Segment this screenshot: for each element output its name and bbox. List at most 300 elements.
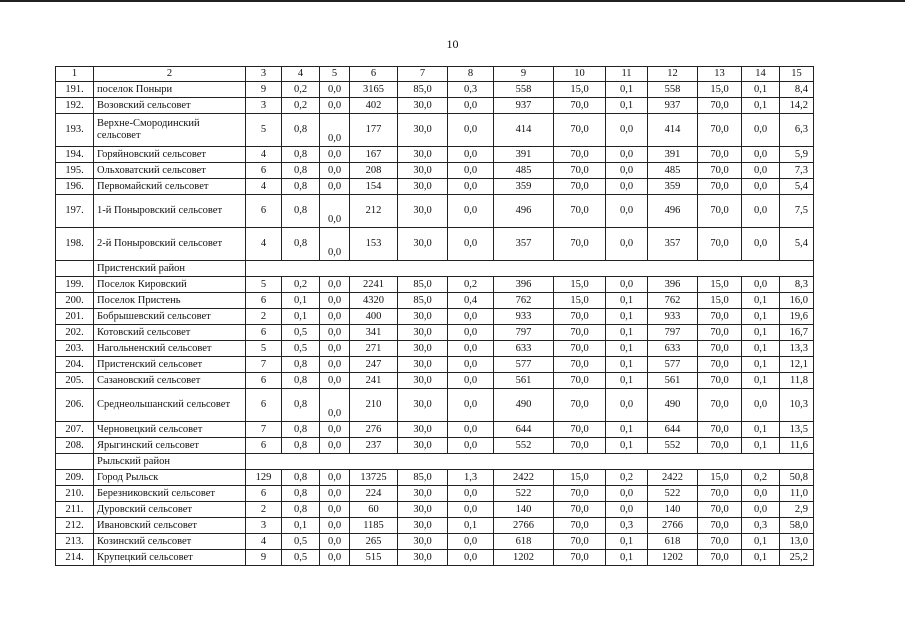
section-title: Рыльский район	[94, 454, 246, 470]
table-row	[56, 438, 814, 454]
cell-col-10: 70,0	[554, 502, 606, 518]
cell-col-14: 0,0	[742, 486, 780, 502]
cell-col-13: 70,0	[698, 438, 742, 454]
row-number: 191.	[56, 82, 94, 98]
cell-col-12: 140	[648, 502, 698, 518]
cell-col-6: 167	[350, 147, 398, 163]
row-number: 193.	[56, 114, 94, 147]
cell-col-5: 0,0	[320, 114, 350, 147]
cell-col-13: 70,0	[698, 518, 742, 534]
table-row	[56, 470, 814, 486]
cell-col-4: 0,8	[282, 147, 320, 163]
cell-col-11: 0,1	[606, 373, 648, 389]
cell-col-13: 70,0	[698, 550, 742, 566]
cell-col-6: 3165	[350, 82, 398, 98]
cell-col-6: 341	[350, 325, 398, 341]
cell-col-11: 0,2	[606, 470, 648, 486]
cell-col-13: 15,0	[698, 277, 742, 293]
cell-col-6: 177	[350, 114, 398, 147]
cell-col-8: 0,0	[448, 309, 494, 325]
table-row	[56, 163, 814, 179]
cell-col-11: 0,1	[606, 422, 648, 438]
cell-col-6: 154	[350, 179, 398, 195]
cell-col-9: 552	[494, 438, 554, 454]
cell-col-5: 0,0	[320, 341, 350, 357]
cell-col-14: 0,1	[742, 325, 780, 341]
column-header-7: 7	[398, 67, 448, 82]
cell-col-4: 0,5	[282, 550, 320, 566]
cell-col-12: 357	[648, 228, 698, 261]
column-header-11: 11	[606, 67, 648, 82]
settlement-name: Ярыгинский сельсовет	[94, 438, 246, 454]
cell-col-10: 70,0	[554, 98, 606, 114]
settlement-name: Среднеольшанский сельсовет	[94, 389, 246, 422]
cell-col-14: 0,1	[742, 309, 780, 325]
cell-col-13: 15,0	[698, 470, 742, 486]
cell-col-4: 0,8	[282, 373, 320, 389]
cell-col-5: 0,0	[320, 82, 350, 98]
cell-col-8: 0,0	[448, 325, 494, 341]
cell-col-12: 558	[648, 82, 698, 98]
column-header-3: 3	[246, 67, 282, 82]
cell-col-11: 0,3	[606, 518, 648, 534]
cell-col-5: 0,0	[320, 534, 350, 550]
cell-col-13: 70,0	[698, 163, 742, 179]
cell-col-11: 0,1	[606, 309, 648, 325]
table-row	[56, 389, 814, 422]
settlement-name: Котовский сельсовет	[94, 325, 246, 341]
cell-col-4: 0,8	[282, 357, 320, 373]
cell-col-8: 0,4	[448, 293, 494, 309]
cell-col-9: 485	[494, 163, 554, 179]
cell-col-13: 70,0	[698, 309, 742, 325]
cell-col-8: 0,1	[448, 518, 494, 534]
settlement-name: Бобрышевский сельсовет	[94, 309, 246, 325]
cell-col-6: 60	[350, 502, 398, 518]
cell-col-7: 30,0	[398, 422, 448, 438]
settlement-name: Возовский сельсовет	[94, 98, 246, 114]
table-row	[56, 550, 814, 566]
section-row	[56, 454, 814, 470]
cell-col-12: 485	[648, 163, 698, 179]
top-border-line	[0, 0, 905, 2]
cell-col-3: 5	[246, 341, 282, 357]
cell-col-6: 2241	[350, 277, 398, 293]
cell-col-15: 16,0	[780, 293, 814, 309]
cell-col-8: 0,0	[448, 228, 494, 261]
header-row	[56, 67, 814, 82]
row-number: 201.	[56, 309, 94, 325]
cell-col-14: 0,0	[742, 277, 780, 293]
settlement-name: Черновецкий сельсовет	[94, 422, 246, 438]
row-number: 194.	[56, 147, 94, 163]
cell-col-9: 762	[494, 293, 554, 309]
cell-col-9: 933	[494, 309, 554, 325]
cell-col-12: 577	[648, 357, 698, 373]
cell-col-5: 0,0	[320, 309, 350, 325]
cell-col-13: 15,0	[698, 82, 742, 98]
settlement-name: Крупецкий сельсовет	[94, 550, 246, 566]
cell-col-7: 30,0	[398, 438, 448, 454]
cell-col-7: 85,0	[398, 470, 448, 486]
settlement-name: Горяйновский сельсовет	[94, 147, 246, 163]
cell-col-3: 4	[246, 147, 282, 163]
cell-col-3: 6	[246, 293, 282, 309]
table-row	[56, 114, 814, 147]
cell-col-13: 70,0	[698, 389, 742, 422]
cell-col-6: 1185	[350, 518, 398, 534]
cell-col-11: 0,1	[606, 325, 648, 341]
cell-col-12: 797	[648, 325, 698, 341]
section-blank-span	[246, 454, 814, 470]
row-number: 213.	[56, 534, 94, 550]
table-row	[56, 82, 814, 98]
cell-col-15: 5,9	[780, 147, 814, 163]
cell-col-9: 140	[494, 502, 554, 518]
cell-col-15: 14,2	[780, 98, 814, 114]
cell-col-15: 58,0	[780, 518, 814, 534]
cell-col-7: 30,0	[398, 325, 448, 341]
cell-col-6: 224	[350, 486, 398, 502]
cell-col-5: 0,0	[320, 325, 350, 341]
table-row	[56, 195, 814, 228]
cell-col-6: 247	[350, 357, 398, 373]
cell-col-12: 391	[648, 147, 698, 163]
cell-col-6: 515	[350, 550, 398, 566]
cell-col-12: 933	[648, 309, 698, 325]
cell-col-10: 70,0	[554, 534, 606, 550]
cell-col-12: 618	[648, 534, 698, 550]
cell-col-14: 0,0	[742, 114, 780, 147]
cell-col-7: 30,0	[398, 228, 448, 261]
row-number: 209.	[56, 470, 94, 486]
cell-col-8: 0,0	[448, 357, 494, 373]
cell-col-5: 0,0	[320, 357, 350, 373]
cell-col-9: 522	[494, 486, 554, 502]
table-row	[56, 422, 814, 438]
settlement-name: 2-й Поныровский сельсовет	[94, 228, 246, 261]
row-number: 208.	[56, 438, 94, 454]
cell-col-12: 522	[648, 486, 698, 502]
cell-col-8: 0,0	[448, 341, 494, 357]
row-number: 207.	[56, 422, 94, 438]
row-number: 199.	[56, 277, 94, 293]
cell-col-7: 30,0	[398, 195, 448, 228]
row-number: 196.	[56, 179, 94, 195]
cell-col-10: 70,0	[554, 357, 606, 373]
settlement-name: Сазановский сельсовет	[94, 373, 246, 389]
column-header-14: 14	[742, 67, 780, 82]
cell-col-10: 70,0	[554, 486, 606, 502]
cell-col-9: 357	[494, 228, 554, 261]
cell-col-13: 70,0	[698, 373, 742, 389]
settlement-name: Поселок Пристень	[94, 293, 246, 309]
cell-col-7: 85,0	[398, 277, 448, 293]
cell-col-3: 6	[246, 438, 282, 454]
cell-col-9: 618	[494, 534, 554, 550]
cell-col-4: 0,8	[282, 228, 320, 261]
row-number: 210.	[56, 486, 94, 502]
cell-col-10: 15,0	[554, 470, 606, 486]
settlement-name: Березниковский сельсовет	[94, 486, 246, 502]
cell-col-9: 490	[494, 389, 554, 422]
cell-col-15: 13,5	[780, 422, 814, 438]
cell-col-11: 0,1	[606, 82, 648, 98]
column-header-4: 4	[282, 67, 320, 82]
cell-col-4: 0,8	[282, 179, 320, 195]
cell-col-13: 70,0	[698, 325, 742, 341]
cell-col-5: 0,0	[320, 389, 350, 422]
column-header-10: 10	[554, 67, 606, 82]
cell-col-3: 3	[246, 518, 282, 534]
cell-col-5: 0,0	[320, 147, 350, 163]
cell-col-3: 5	[246, 114, 282, 147]
cell-col-11: 0,0	[606, 486, 648, 502]
cell-col-10: 70,0	[554, 228, 606, 261]
cell-col-12: 2766	[648, 518, 698, 534]
cell-col-8: 0,0	[448, 373, 494, 389]
cell-col-4: 0,2	[282, 98, 320, 114]
cell-col-15: 11,6	[780, 438, 814, 454]
row-number: 204.	[56, 357, 94, 373]
cell-col-10: 70,0	[554, 325, 606, 341]
cell-col-12: 762	[648, 293, 698, 309]
cell-col-9: 396	[494, 277, 554, 293]
cell-col-13: 70,0	[698, 502, 742, 518]
cell-col-5: 0,0	[320, 550, 350, 566]
cell-col-8: 0,0	[448, 502, 494, 518]
settlement-name: Пристенский сельсовет	[94, 357, 246, 373]
cell-col-14: 0,1	[742, 534, 780, 550]
cell-col-15: 6,3	[780, 114, 814, 147]
settlement-name: Ивановский сельсовет	[94, 518, 246, 534]
cell-col-9: 1202	[494, 550, 554, 566]
cell-col-13: 70,0	[698, 179, 742, 195]
cell-col-8: 1,3	[448, 470, 494, 486]
cell-col-4: 0,2	[282, 82, 320, 98]
cell-col-14: 0,1	[742, 373, 780, 389]
table-body	[56, 82, 814, 566]
cell-col-14: 0,3	[742, 518, 780, 534]
cell-col-9: 2422	[494, 470, 554, 486]
cell-col-6: 13725	[350, 470, 398, 486]
cell-col-10: 70,0	[554, 518, 606, 534]
cell-col-13: 70,0	[698, 341, 742, 357]
table-row	[56, 293, 814, 309]
cell-col-3: 2	[246, 309, 282, 325]
cell-col-5: 0,0	[320, 98, 350, 114]
cell-col-13: 15,0	[698, 293, 742, 309]
cell-col-12: 561	[648, 373, 698, 389]
section-empty-cell	[56, 454, 94, 470]
table-header	[56, 67, 814, 82]
cell-col-6: 241	[350, 373, 398, 389]
cell-col-8: 0,0	[448, 179, 494, 195]
cell-col-10: 70,0	[554, 373, 606, 389]
cell-col-7: 85,0	[398, 293, 448, 309]
cell-col-8: 0,0	[448, 486, 494, 502]
cell-col-3: 7	[246, 357, 282, 373]
cell-col-5: 0,0	[320, 422, 350, 438]
cell-col-8: 0,0	[448, 438, 494, 454]
row-number: 211.	[56, 502, 94, 518]
cell-col-11: 0,0	[606, 179, 648, 195]
cell-col-13: 70,0	[698, 357, 742, 373]
cell-col-15: 13,3	[780, 341, 814, 357]
page-number: 10	[446, 37, 459, 51]
table-row	[56, 534, 814, 550]
cell-col-6: 4320	[350, 293, 398, 309]
cell-col-12: 1202	[648, 550, 698, 566]
cell-col-5: 0,0	[320, 228, 350, 261]
cell-col-6: 237	[350, 438, 398, 454]
cell-col-6: 402	[350, 98, 398, 114]
cell-col-7: 30,0	[398, 147, 448, 163]
cell-col-5: 0,0	[320, 179, 350, 195]
cell-col-8: 0,0	[448, 422, 494, 438]
cell-col-12: 414	[648, 114, 698, 147]
cell-col-9: 633	[494, 341, 554, 357]
cell-col-6: 400	[350, 309, 398, 325]
cell-col-12: 2422	[648, 470, 698, 486]
column-header-1: 1	[56, 67, 94, 82]
cell-col-3: 7	[246, 422, 282, 438]
settlement-name: 1-й Поныровский сельсовет	[94, 195, 246, 228]
section-row	[56, 261, 814, 277]
cell-col-12: 396	[648, 277, 698, 293]
cell-col-13: 70,0	[698, 534, 742, 550]
cell-col-7: 85,0	[398, 82, 448, 98]
cell-col-11: 0,1	[606, 534, 648, 550]
cell-col-4: 0,1	[282, 309, 320, 325]
cell-col-13: 70,0	[698, 195, 742, 228]
cell-col-10: 70,0	[554, 422, 606, 438]
cell-col-5: 0,0	[320, 438, 350, 454]
cell-col-8: 0,0	[448, 534, 494, 550]
cell-col-3: 6	[246, 373, 282, 389]
cell-col-12: 937	[648, 98, 698, 114]
cell-col-5: 0,0	[320, 277, 350, 293]
cell-col-11: 0,0	[606, 114, 648, 147]
cell-col-4: 0,8	[282, 438, 320, 454]
cell-col-7: 30,0	[398, 550, 448, 566]
cell-col-7: 30,0	[398, 534, 448, 550]
table-row	[56, 309, 814, 325]
cell-col-15: 12,1	[780, 357, 814, 373]
cell-col-9: 644	[494, 422, 554, 438]
settlement-name: Ольховатский сельсовет	[94, 163, 246, 179]
cell-col-14: 0,0	[742, 163, 780, 179]
cell-col-4: 0,1	[282, 518, 320, 534]
cell-col-11: 0,1	[606, 357, 648, 373]
cell-col-4: 0,8	[282, 486, 320, 502]
table-row	[56, 518, 814, 534]
cell-col-4: 0,1	[282, 293, 320, 309]
cell-col-8: 0,0	[448, 389, 494, 422]
cell-col-8: 0,2	[448, 277, 494, 293]
section-title: Пристенский район	[94, 261, 246, 277]
cell-col-15: 11,0	[780, 486, 814, 502]
cell-col-7: 30,0	[398, 502, 448, 518]
data-table	[55, 66, 814, 566]
cell-col-15: 25,2	[780, 550, 814, 566]
cell-col-10: 70,0	[554, 114, 606, 147]
cell-col-15: 7,3	[780, 163, 814, 179]
cell-col-14: 0,1	[742, 341, 780, 357]
cell-col-4: 0,2	[282, 277, 320, 293]
cell-col-11: 0,0	[606, 195, 648, 228]
column-header-13: 13	[698, 67, 742, 82]
row-number: 197.	[56, 195, 94, 228]
cell-col-10: 70,0	[554, 309, 606, 325]
cell-col-15: 13,0	[780, 534, 814, 550]
cell-col-11: 0,1	[606, 98, 648, 114]
table-row	[56, 325, 814, 341]
cell-col-8: 0,0	[448, 550, 494, 566]
cell-col-14: 0,2	[742, 470, 780, 486]
row-number: 195.	[56, 163, 94, 179]
cell-col-10: 15,0	[554, 293, 606, 309]
cell-col-6: 271	[350, 341, 398, 357]
cell-col-11: 0,1	[606, 550, 648, 566]
settlement-name: Город Рыльск	[94, 470, 246, 486]
cell-col-15: 11,8	[780, 373, 814, 389]
cell-col-15: 16,7	[780, 325, 814, 341]
settlement-name: Козинский сельсовет	[94, 534, 246, 550]
cell-col-9: 577	[494, 357, 554, 373]
settlement-name: Поселок Кировский	[94, 277, 246, 293]
settlement-name: поселок Поныри	[94, 82, 246, 98]
cell-col-12: 552	[648, 438, 698, 454]
cell-col-15: 7,5	[780, 195, 814, 228]
cell-col-12: 359	[648, 179, 698, 195]
cell-col-14: 0,0	[742, 228, 780, 261]
row-number: 212.	[56, 518, 94, 534]
cell-col-13: 70,0	[698, 114, 742, 147]
cell-col-9: 359	[494, 179, 554, 195]
settlement-name: Дуровский сельсовет	[94, 502, 246, 518]
cell-col-15: 50,8	[780, 470, 814, 486]
cell-col-5: 0,0	[320, 293, 350, 309]
table-row	[56, 373, 814, 389]
cell-col-10: 70,0	[554, 195, 606, 228]
cell-col-15: 5,4	[780, 228, 814, 261]
cell-col-14: 0,0	[742, 179, 780, 195]
cell-col-9: 797	[494, 325, 554, 341]
cell-col-5: 0,0	[320, 486, 350, 502]
cell-col-7: 30,0	[398, 341, 448, 357]
cell-col-7: 30,0	[398, 179, 448, 195]
cell-col-5: 0,0	[320, 470, 350, 486]
table-row	[56, 357, 814, 373]
column-header-6: 6	[350, 67, 398, 82]
row-number: 200.	[56, 293, 94, 309]
table-row	[56, 228, 814, 261]
cell-col-15: 2,9	[780, 502, 814, 518]
cell-col-4: 0,8	[282, 470, 320, 486]
cell-col-14: 0,1	[742, 293, 780, 309]
cell-col-8: 0,0	[448, 195, 494, 228]
cell-col-14: 0,1	[742, 550, 780, 566]
cell-col-9: 2766	[494, 518, 554, 534]
cell-col-13: 70,0	[698, 147, 742, 163]
cell-col-4: 0,8	[282, 163, 320, 179]
cell-col-13: 70,0	[698, 98, 742, 114]
cell-col-3: 9	[246, 82, 282, 98]
cell-col-8: 0,0	[448, 98, 494, 114]
row-number: 205.	[56, 373, 94, 389]
cell-col-4: 0,8	[282, 422, 320, 438]
